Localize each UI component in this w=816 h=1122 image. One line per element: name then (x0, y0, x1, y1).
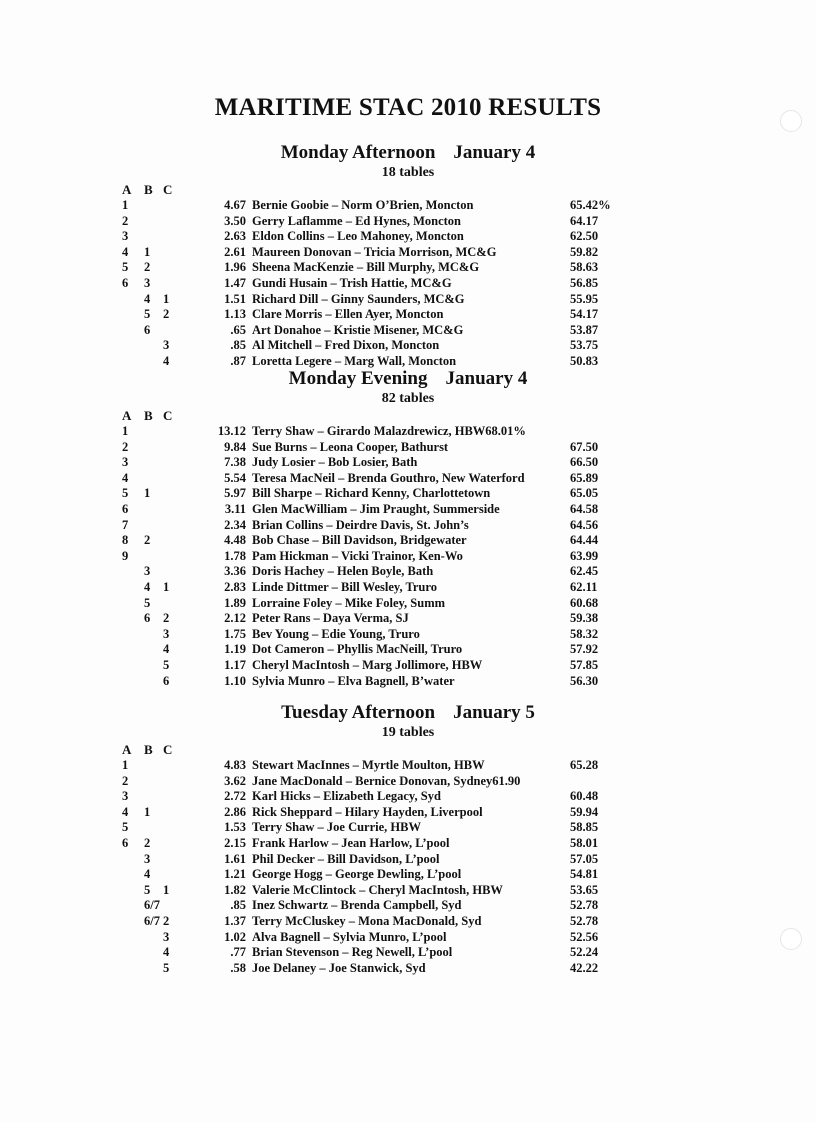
result-row (0, 789, 816, 805)
score-percent: 62.11 (570, 579, 598, 594)
score-percent: 57.92 (570, 642, 599, 657)
rank-c: 3 (163, 338, 170, 353)
result-row (0, 307, 816, 323)
result-row (0, 486, 816, 502)
score-percent: 64.58 (570, 501, 599, 516)
rank-b: 3 (144, 564, 151, 579)
score-percent: 63.99 (570, 548, 599, 563)
rank-c: 4 (163, 353, 170, 368)
masterpoints: 9.84 (224, 439, 246, 454)
result-row (0, 805, 816, 821)
pair-names: Maureen Donovan – Tricia Morrison, MC&G (252, 244, 497, 259)
result-row (0, 533, 816, 549)
rank-b: 4 (144, 291, 151, 306)
column-header: A (122, 408, 132, 423)
masterpoints: 1.37 (224, 913, 246, 928)
pair-names: Cheryl MacIntosh – Marg Jollimore, HBW (252, 657, 483, 672)
score-percent: 56.85 (570, 275, 599, 290)
pair-names: Gundi Husain – Trish Hattie, MC&G (252, 275, 452, 290)
column-header-row (0, 408, 816, 424)
result-row (0, 758, 816, 774)
result-row (0, 674, 816, 690)
column-header: C (163, 742, 173, 757)
session-name: Tuesday Afternoon (281, 702, 436, 723)
rank-a: 6 (122, 275, 129, 290)
result-row (0, 883, 816, 899)
column-header: A (122, 742, 132, 757)
pair-names: Terry Shaw – Girardo Malazdrewicz, HBW68.01% (252, 424, 526, 438)
masterpoints: 2.12 (224, 611, 246, 626)
rank-a: 1 (122, 424, 129, 438)
score-percent: 58.85 (570, 820, 599, 835)
masterpoints: .85 (230, 338, 246, 353)
rank-a: 9 (122, 548, 129, 563)
pair-names: Peter Rans – Daya Verma, SJ (252, 611, 409, 626)
rank-b: 6 (144, 611, 151, 626)
pair-names: George Hogg – George Dewling, L’pool (252, 867, 462, 882)
masterpoints: 2.83 (224, 579, 246, 594)
pair-names: Valerie McClintock – Cheryl MacIntosh, HBW (252, 882, 503, 897)
masterpoints: 1.96 (224, 260, 246, 275)
rank-a: 7 (122, 517, 129, 532)
rank-c: 1 (163, 579, 170, 594)
column-header-row (0, 182, 816, 198)
masterpoints: 1.75 (224, 626, 246, 641)
masterpoints: .85 (230, 898, 246, 913)
rank-c: 4 (163, 945, 170, 960)
rank-a: 3 (122, 455, 129, 470)
score-percent: 67.50 (570, 439, 599, 454)
score-percent: 52.78 (570, 898, 599, 913)
score-percent: 65.42% (570, 198, 611, 212)
pair-names: Loretta Legere – Marg Wall, Moncton (252, 353, 457, 368)
pair-names: Joe Delaney – Joe Stanwick, Syd (252, 960, 426, 975)
column-header: B (144, 408, 153, 423)
pair-names: Richard Dill – Ginny Saunders, MC&G (252, 291, 465, 306)
pair-names: Dot Cameron – Phyllis MacNeill, Truro (252, 642, 463, 657)
rank-a: 4 (122, 470, 129, 485)
result-row (0, 867, 816, 883)
rank-b: 3 (144, 851, 151, 866)
masterpoints: 2.72 (224, 789, 246, 804)
masterpoints: 4.48 (224, 533, 246, 548)
table-count: 82 tables (381, 391, 435, 406)
score-percent: 54.81 (570, 867, 599, 882)
rank-b: 4 (144, 579, 151, 594)
result-row (0, 518, 816, 534)
result-row (0, 214, 816, 230)
session-name: Monday Evening (288, 368, 428, 389)
pair-names: Al Mitchell – Fred Dixon, Moncton (252, 338, 440, 353)
masterpoints: 7.38 (224, 455, 246, 470)
rank-c: 2 (163, 913, 170, 928)
rank-a: 6 (122, 835, 129, 850)
masterpoints: 1.21 (224, 867, 246, 882)
score-percent: 59.38 (570, 611, 599, 626)
masterpoints: 1.02 (224, 929, 246, 944)
masterpoints: 2.61 (224, 244, 246, 259)
result-row (0, 276, 816, 292)
pair-names: Brian Collins – Deirdre Davis, St. John’s (252, 517, 469, 532)
score-percent: 60.48 (570, 789, 599, 804)
score-percent: 52.78 (570, 913, 599, 928)
rank-a: 4 (122, 804, 129, 819)
score-percent: 66.50 (570, 455, 599, 470)
masterpoints: 2.86 (224, 804, 246, 819)
column-header: B (144, 182, 153, 197)
rank-c: 2 (163, 307, 170, 322)
result-row (0, 945, 816, 961)
result-row (0, 627, 816, 643)
page-title: MARITIME STAC 2010 RESULTS (214, 94, 602, 121)
rank-c: 3 (163, 929, 170, 944)
score-percent: 53.87 (570, 322, 599, 337)
masterpoints: 1.51 (224, 291, 246, 306)
masterpoints: .58 (230, 960, 246, 975)
column-header: C (163, 182, 173, 197)
rank-c: 1 (163, 882, 170, 897)
pair-names: Inez Schwartz – Brenda Campbell, Syd (252, 898, 462, 913)
score-percent: 62.50 (570, 229, 599, 244)
score-percent: 58.32 (570, 626, 599, 641)
result-row (0, 338, 816, 354)
rank-b: 2 (144, 533, 151, 548)
pair-names: Clare Morris – Ellen Ayer, Moncton (252, 307, 444, 322)
rank-c: 3 (163, 626, 170, 641)
pair-names: Lorraine Foley – Mike Foley, Summ (252, 595, 446, 610)
pair-names: Linde Dittmer – Bill Wesley, Truro (252, 579, 437, 594)
pair-names: Sue Burns – Leona Cooper, Bathurst (252, 439, 449, 454)
rank-a: 1 (122, 758, 129, 772)
rank-b: 5 (144, 595, 151, 610)
column-header: A (122, 182, 132, 197)
column-header-row (0, 742, 816, 758)
score-percent: 57.05 (570, 851, 599, 866)
score-percent: 54.17 (570, 307, 599, 322)
masterpoints: 2.15 (224, 835, 246, 850)
section-heading (0, 702, 816, 724)
result-row (0, 245, 816, 261)
result-row (0, 260, 816, 276)
pair-names: Teresa MacNeil – Brenda Gouthro, New Waterford (252, 470, 525, 485)
score-percent: 65.05 (570, 486, 599, 501)
pair-names: Gerry Laflamme – Ed Hynes, Moncton (252, 213, 462, 228)
masterpoints: 5.97 (224, 486, 246, 501)
masterpoints: .87 (230, 353, 246, 368)
masterpoints: 1.61 (224, 851, 246, 866)
rank-b: 2 (144, 835, 151, 850)
result-row (0, 836, 816, 852)
rank-b: 5 (144, 307, 151, 322)
pair-names: Jane MacDonald – Bernice Donovan, Sydney61.90 (252, 773, 521, 788)
table-count: 19 tables (381, 725, 435, 740)
rank-c: 1 (163, 291, 170, 306)
pair-names: Sheena MacKenzie – Bill Murphy, MC&G (252, 260, 480, 275)
pair-names: Judy Losier – Bob Losier, Bath (252, 455, 418, 470)
column-header: C (163, 408, 173, 423)
score-percent: 65.89 (570, 470, 599, 485)
pair-names: Terry Shaw – Joe Currie, HBW (252, 820, 421, 835)
result-row (0, 424, 816, 440)
rank-a: 2 (122, 213, 129, 228)
rank-b: 2 (144, 260, 151, 275)
result-row (0, 642, 816, 658)
table-count: 18 tables (381, 165, 435, 180)
score-percent: 56.30 (570, 673, 599, 688)
result-row (0, 961, 816, 977)
result-row (0, 440, 816, 456)
rank-a: 4 (122, 244, 129, 259)
score-percent: 52.56 (570, 929, 599, 944)
rank-a: 5 (122, 260, 129, 275)
column-header: B (144, 742, 153, 757)
result-row (0, 611, 816, 627)
masterpoints: 2.63 (224, 229, 246, 244)
rank-c: 5 (163, 960, 170, 975)
session-date: January 4 (445, 368, 528, 389)
masterpoints: 1.53 (224, 820, 246, 835)
rank-c: 5 (163, 657, 170, 672)
session-date: January 4 (453, 142, 536, 163)
score-percent: 59.82 (570, 244, 599, 259)
rank-c: 4 (163, 642, 170, 657)
masterpoints: 13.12 (217, 424, 246, 438)
score-percent: 58.63 (570, 260, 599, 275)
masterpoints: .65 (230, 322, 246, 337)
pair-names: Sylvia Munro – Elva Bagnell, B’water (252, 673, 455, 688)
pair-names: Stewart MacInnes – Myrtle Moulton, HBW (252, 758, 485, 772)
result-row (0, 455, 816, 471)
score-percent: 62.45 (570, 564, 599, 579)
pair-names: Brian Stevenson – Reg Newell, L’pool (252, 945, 453, 960)
pair-names: Bernie Goobie – Norm O’Brien, Moncton (252, 198, 474, 212)
masterpoints: 4.83 (224, 758, 246, 772)
score-percent: 64.44 (570, 533, 599, 548)
score-percent: 59.94 (570, 804, 599, 819)
pair-names: Rick Sheppard – Hilary Hayden, Liverpool (252, 804, 483, 819)
result-row (0, 502, 816, 518)
section-tuesday-afternoon (0, 702, 816, 976)
result-row (0, 229, 816, 245)
masterpoints: 2.34 (224, 517, 246, 532)
score-percent: 60.68 (570, 595, 599, 610)
masterpoints: 1.19 (224, 642, 246, 657)
result-row (0, 774, 816, 790)
pair-names: Alva Bagnell – Sylvia Munro, L’pool (252, 929, 447, 944)
pair-names: Art Donahoe – Kristie Misener, MC&G (252, 322, 464, 337)
score-percent: 42.22 (570, 960, 599, 975)
rank-a: 3 (122, 229, 129, 244)
score-percent: 53.65 (570, 882, 599, 897)
result-row (0, 930, 816, 946)
rank-a: 8 (122, 533, 129, 548)
result-row (0, 549, 816, 565)
result-row (0, 564, 816, 580)
rank-b: 1 (144, 244, 151, 259)
score-percent: 64.17 (570, 213, 599, 228)
masterpoints: 5.54 (224, 470, 246, 485)
pair-names: Karl Hicks – Elizabeth Legacy, Syd (252, 789, 441, 804)
result-row (0, 820, 816, 836)
masterpoints: 1.13 (224, 307, 246, 322)
pair-names: Bob Chase – Bill Davidson, Bridgewater (252, 533, 467, 548)
rank-c: 6 (163, 673, 170, 688)
score-percent: 53.75 (570, 338, 599, 353)
session-date: January 5 (453, 702, 535, 723)
masterpoints: 3.50 (224, 213, 246, 228)
rank-b: 1 (144, 804, 151, 819)
pair-names: Bill Sharpe – Richard Kenny, Charlottetown (252, 486, 491, 501)
pair-names: Glen MacWilliam – Jim Praught, Summerside (252, 501, 500, 516)
rank-b: 5 (144, 882, 151, 897)
result-row (0, 898, 816, 914)
rank-b: 6 (144, 322, 151, 337)
pair-names: Bev Young – Edie Young, Truro (252, 626, 420, 641)
masterpoints: .77 (230, 945, 246, 960)
result-row (0, 914, 816, 930)
score-percent: 57.85 (570, 657, 599, 672)
rank-a: 6 (122, 501, 129, 516)
rank-a: 2 (122, 439, 129, 454)
masterpoints: 3.11 (224, 501, 246, 516)
result-row (0, 198, 816, 214)
pair-names: Doris Hachey – Helen Boyle, Bath (252, 564, 434, 579)
result-row (0, 323, 816, 339)
result-row (0, 471, 816, 487)
result-row (0, 292, 816, 308)
section-heading (0, 142, 816, 164)
score-percent: 55.95 (570, 291, 599, 306)
rank-a: 5 (122, 820, 129, 835)
pair-names: Terry McCluskey – Mona MacDonald, Syd (252, 913, 482, 928)
masterpoints: 4.67 (224, 198, 246, 212)
pair-names: Frank Harlow – Jean Harlow, L’pool (252, 835, 450, 850)
pair-names: Phil Decker – Bill Davidson, L’pool (252, 851, 440, 866)
masterpoints: 3.36 (224, 564, 246, 579)
rank-a: 1 (122, 198, 129, 212)
score-percent: 52.24 (570, 945, 599, 960)
masterpoints: 1.47 (224, 275, 246, 290)
masterpoints: 1.10 (224, 673, 246, 688)
section-monday-evening (0, 368, 816, 689)
masterpoints: 1.17 (224, 657, 246, 672)
rank-c: 2 (163, 611, 170, 626)
session-name: Monday Afternoon (280, 142, 436, 163)
rank-b: 3 (144, 275, 151, 290)
result-row (0, 852, 816, 868)
score-percent: 58.01 (570, 835, 599, 850)
score-percent: 64.56 (570, 517, 599, 532)
result-row (0, 580, 816, 596)
result-row (0, 658, 816, 674)
pair-names: Pam Hickman – Vicki Trainor, Ken-Wo (252, 548, 463, 563)
rank-a: 5 (122, 486, 129, 501)
score-percent: 50.83 (570, 353, 599, 368)
rank-b: 6/7 (144, 898, 160, 913)
rank-b: 1 (144, 486, 151, 501)
masterpoints: 1.82 (224, 882, 246, 897)
section-monday-afternoon (0, 142, 816, 370)
section-heading (0, 368, 816, 390)
masterpoints: 1.89 (224, 595, 246, 610)
masterpoints: 1.78 (224, 548, 246, 563)
rank-a: 2 (122, 773, 129, 788)
rank-b: 4 (144, 867, 151, 882)
result-row (0, 596, 816, 612)
masterpoints: 3.62 (224, 773, 246, 788)
rank-b: 6/7 (144, 913, 160, 928)
score-percent: 65.28 (570, 758, 599, 772)
pair-names: Eldon Collins – Leo Mahoney, Moncton (252, 229, 464, 244)
rank-a: 3 (122, 789, 129, 804)
